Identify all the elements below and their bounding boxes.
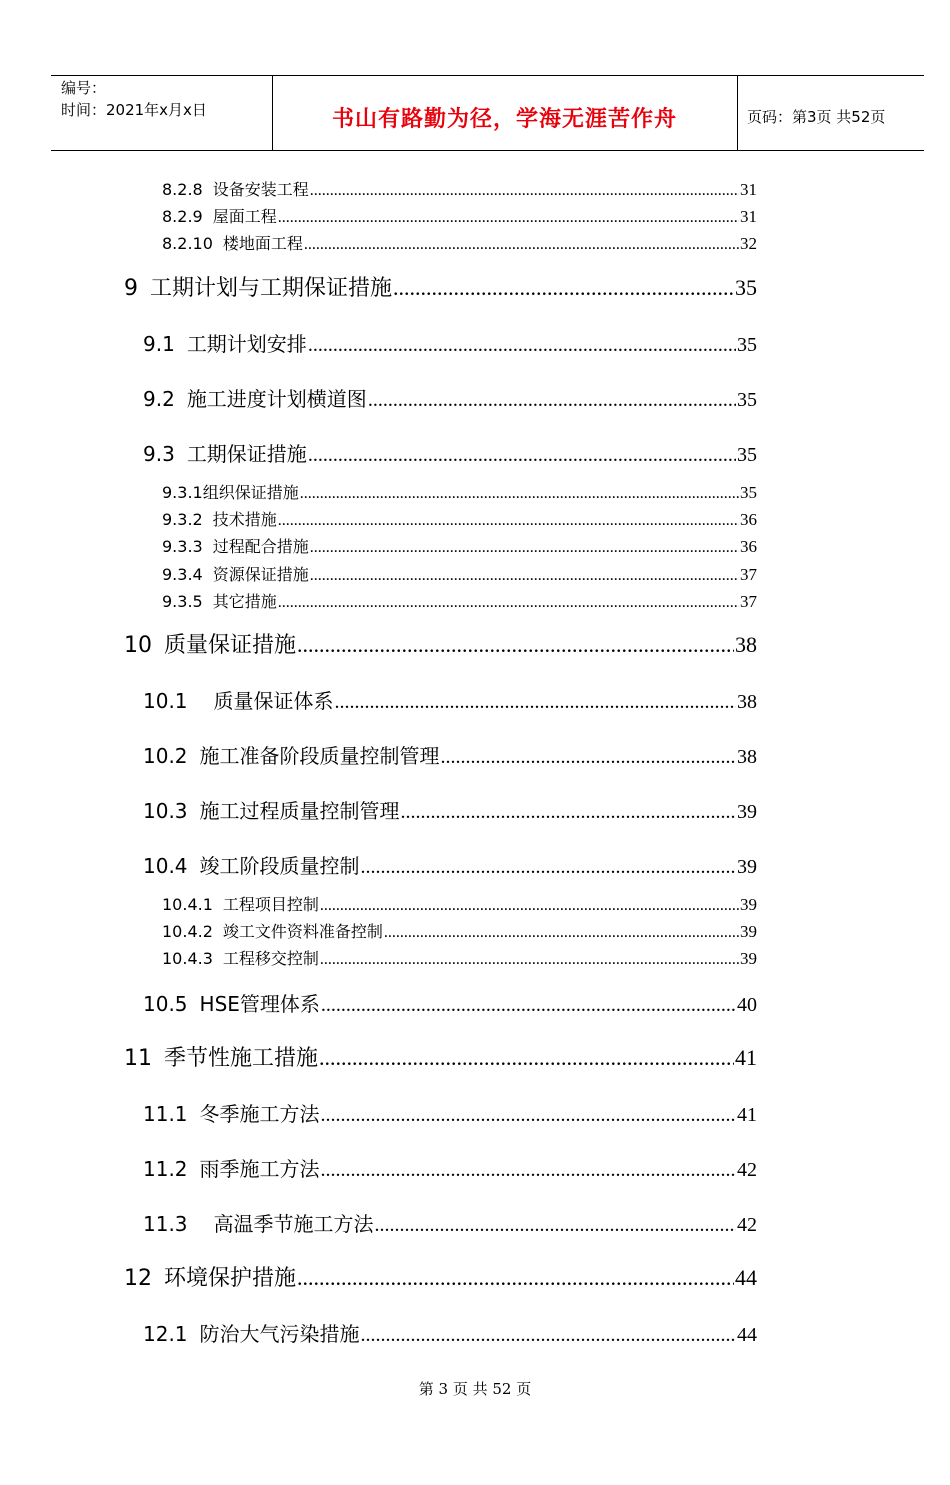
toc-entry-title: 工期保证措施 bbox=[186, 442, 307, 466]
toc-entry-title: 工程项目控制 bbox=[222, 895, 319, 914]
toc-entry-number: 11.3 bbox=[143, 1212, 188, 1236]
toc-entry-number: 9.3.4 bbox=[162, 565, 203, 584]
toc-entry-page: 39 bbox=[737, 856, 757, 878]
toc-entry[interactable] bbox=[143, 850, 757, 879]
toc-entry[interactable] bbox=[162, 231, 757, 254]
toc-entry-number: 12.1 bbox=[143, 1322, 188, 1346]
toc-entry[interactable] bbox=[162, 507, 757, 530]
toc-entry-page: 35 bbox=[740, 483, 757, 502]
toc-entry-page: 35 bbox=[737, 444, 757, 466]
toc-entry-page: 32 bbox=[740, 234, 757, 253]
toc-leader-dots bbox=[308, 334, 736, 357]
toc-entry[interactable] bbox=[162, 589, 757, 612]
toc-entry-title: 工程移交控制 bbox=[222, 949, 319, 968]
toc-entry-page: 36 bbox=[740, 510, 757, 529]
toc-entry-title: 环境保护措施 bbox=[164, 1266, 297, 1291]
header-meta-cell bbox=[51, 76, 273, 150]
toc-leader-dots bbox=[310, 567, 739, 585]
toc-entry-page: 39 bbox=[740, 949, 757, 968]
toc-entry-number: 8.2.9 bbox=[162, 207, 203, 226]
toc-entry[interactable] bbox=[124, 1261, 757, 1292]
toc-entry-title: 施工过程质量控制管理 bbox=[199, 799, 400, 823]
toc-leader-dots bbox=[278, 512, 739, 530]
header-page-cell bbox=[737, 76, 924, 150]
toc-leader-dots bbox=[441, 746, 736, 769]
toc-entry[interactable] bbox=[143, 383, 757, 412]
toc-entry-number: 9.3 bbox=[143, 442, 175, 466]
toc-leader-dots bbox=[300, 485, 739, 503]
toc-entry-title: 质量保证措施 bbox=[164, 633, 297, 658]
toc-entry-number: 9.3.2 bbox=[162, 510, 203, 529]
toc-entry-number: 10 bbox=[124, 633, 152, 658]
toc-entry[interactable] bbox=[143, 328, 757, 357]
toc-leader-dots bbox=[375, 1214, 736, 1237]
toc-leader-dots bbox=[278, 209, 739, 227]
toc-entry-title: 工期计划与工期保证措施 bbox=[150, 276, 393, 301]
toc-entry-page: 42 bbox=[737, 1214, 757, 1236]
toc-entry[interactable] bbox=[162, 946, 757, 969]
toc-entry-title: 冬季施工方法 bbox=[199, 1102, 320, 1126]
toc-entry[interactable] bbox=[143, 1098, 757, 1127]
toc-entry[interactable] bbox=[124, 628, 757, 659]
toc-entry-page: 31 bbox=[740, 180, 757, 199]
toc-entry-number: 10.4 bbox=[143, 854, 188, 878]
toc-entry[interactable] bbox=[143, 685, 757, 714]
toc-entry-page: 35 bbox=[737, 389, 757, 411]
toc-entry-number: 9.3.5 bbox=[162, 592, 203, 611]
toc-entry-number: 9.2 bbox=[143, 387, 175, 411]
toc-entry[interactable] bbox=[162, 534, 757, 557]
toc-leader-dots bbox=[401, 801, 736, 824]
page-header bbox=[51, 75, 924, 151]
toc-entry[interactable] bbox=[143, 1318, 757, 1347]
toc-entry-number: 9 bbox=[124, 276, 138, 301]
toc-entry-number: 12 bbox=[124, 1266, 152, 1291]
toc-entry-page: 38 bbox=[737, 746, 757, 768]
toc-entry-page: 38 bbox=[735, 632, 757, 657]
toc-entry-title: HSE管理体系 bbox=[199, 992, 320, 1016]
toc-entry-page: 41 bbox=[735, 1045, 757, 1070]
toc-entry-number: 9.1 bbox=[143, 332, 175, 356]
toc-leader-dots bbox=[297, 1265, 734, 1291]
toc-entry-page: 39 bbox=[740, 922, 757, 941]
toc-entry-title: 设备安装工程 bbox=[212, 180, 309, 199]
toc-leader-dots bbox=[368, 389, 736, 412]
toc-leader-dots bbox=[393, 275, 734, 301]
toc-entry-title: 组织保证措施 bbox=[202, 483, 299, 502]
toc-entry-page: 44 bbox=[735, 1265, 757, 1290]
toc-entry-number: 8.2.10 bbox=[162, 234, 213, 253]
toc-entry[interactable] bbox=[143, 438, 757, 467]
toc-leader-dots bbox=[361, 1324, 736, 1347]
toc-entry-title: 竣工阶段质量控制 bbox=[199, 854, 360, 878]
toc-entry[interactable] bbox=[143, 988, 757, 1017]
header-motto: 书山有路勤为径，学海无涯苦作舟 bbox=[331, 107, 677, 132]
toc-entry-number: 10.4.1 bbox=[162, 895, 213, 914]
toc-entry-title: 资源保证措施 bbox=[212, 565, 309, 584]
toc-entry-page: 37 bbox=[740, 565, 757, 584]
header-page-info: 页码：第3页 共52页 bbox=[747, 108, 886, 126]
toc-entry-title: 高温季节施工方法 bbox=[213, 1212, 374, 1236]
toc-entry-title: 施工进度计划横道图 bbox=[186, 387, 367, 411]
toc-entry[interactable] bbox=[143, 740, 757, 769]
toc-entry-page: 38 bbox=[737, 691, 757, 713]
toc-entry[interactable] bbox=[162, 562, 757, 585]
toc-entry-page: 36 bbox=[740, 537, 757, 556]
toc-leader-dots bbox=[321, 1104, 736, 1127]
toc-leader-dots bbox=[310, 182, 739, 200]
toc-entry-page: 44 bbox=[737, 1324, 757, 1346]
toc-entry-number: 10.1 bbox=[143, 689, 188, 713]
toc-entry-title: 技术措施 bbox=[212, 510, 277, 529]
toc-entry[interactable] bbox=[162, 480, 757, 503]
toc-entry-page: 37 bbox=[740, 592, 757, 611]
toc-entry-title: 季节性施工措施 bbox=[164, 1046, 319, 1071]
toc-entry-number: 10.3 bbox=[143, 799, 188, 823]
toc-entry[interactable] bbox=[143, 1208, 757, 1237]
toc-entry[interactable] bbox=[124, 1041, 757, 1072]
toc-entry-title: 质量保证体系 bbox=[213, 689, 334, 713]
toc-entry-number: 10.4.2 bbox=[162, 922, 213, 941]
toc-entry[interactable] bbox=[162, 892, 757, 915]
toc-entry-title: 施工准备阶段质量控制管理 bbox=[199, 744, 440, 768]
toc-entry-page: 40 bbox=[737, 994, 757, 1016]
toc-leader-dots bbox=[308, 444, 736, 467]
toc-leader-dots bbox=[320, 897, 739, 915]
toc-leader-dots bbox=[320, 951, 739, 969]
toc-entry-page: 35 bbox=[737, 334, 757, 356]
toc-entry-number: 9.3.1 bbox=[162, 483, 203, 502]
toc-entry-number: 10.4.3 bbox=[162, 949, 213, 968]
toc-entry[interactable] bbox=[162, 919, 757, 942]
toc-entry-title: 防治大气污染措施 bbox=[199, 1322, 360, 1346]
toc-entry-page: 39 bbox=[737, 801, 757, 823]
toc-entry-title: 竣工文件资料准备控制 bbox=[222, 922, 383, 941]
toc-entry-number: 9.3.3 bbox=[162, 537, 203, 556]
toc-leader-dots bbox=[335, 691, 736, 714]
toc-leader-dots bbox=[321, 1159, 736, 1182]
toc-entry-title: 工期计划安排 bbox=[186, 332, 307, 356]
toc-leader-dots bbox=[384, 924, 739, 942]
toc-entry[interactable] bbox=[162, 177, 757, 200]
toc-entry-title: 过程配合措施 bbox=[212, 537, 309, 556]
toc-leader-dots bbox=[321, 994, 736, 1017]
toc-entry-number: 8.2.8 bbox=[162, 180, 203, 199]
toc-leader-dots bbox=[297, 632, 734, 658]
toc-leader-dots bbox=[361, 856, 736, 879]
toc-leader-dots bbox=[304, 236, 739, 254]
header-motto-cell bbox=[272, 76, 738, 150]
toc-entry-number: 10.5 bbox=[143, 992, 188, 1016]
toc-entry-page: 42 bbox=[737, 1159, 757, 1181]
toc-entry-title: 其它措施 bbox=[212, 592, 277, 611]
toc-entry[interactable] bbox=[143, 795, 757, 824]
toc-entry-page: 41 bbox=[737, 1104, 757, 1126]
toc-entry-title: 屋面工程 bbox=[212, 207, 277, 226]
page-footer: 第 3 页 共 52 页 bbox=[418, 1380, 532, 1398]
toc-leader-dots bbox=[278, 594, 739, 612]
document-number-label: 编号： bbox=[61, 79, 107, 97]
toc-entry[interactable] bbox=[162, 204, 757, 227]
toc-entry-number: 10.2 bbox=[143, 744, 188, 768]
toc-entry-page: 31 bbox=[740, 207, 757, 226]
toc-entry-title: 楼地面工程 bbox=[222, 234, 303, 253]
toc-leader-dots bbox=[310, 539, 739, 557]
toc-leader-dots bbox=[319, 1045, 734, 1071]
toc-entry[interactable] bbox=[143, 1153, 757, 1182]
document-time-label: 时间：2021年x月x日 bbox=[61, 101, 207, 119]
toc-entry-number: 11.2 bbox=[143, 1157, 188, 1181]
toc-entry-title: 雨季施工方法 bbox=[199, 1157, 320, 1181]
toc-entry-number: 11.1 bbox=[143, 1102, 188, 1126]
toc-entry[interactable] bbox=[124, 271, 757, 302]
toc-entry-page: 35 bbox=[735, 275, 757, 300]
toc-entry-number: 11 bbox=[124, 1046, 152, 1071]
toc-entry-page: 39 bbox=[740, 895, 757, 914]
